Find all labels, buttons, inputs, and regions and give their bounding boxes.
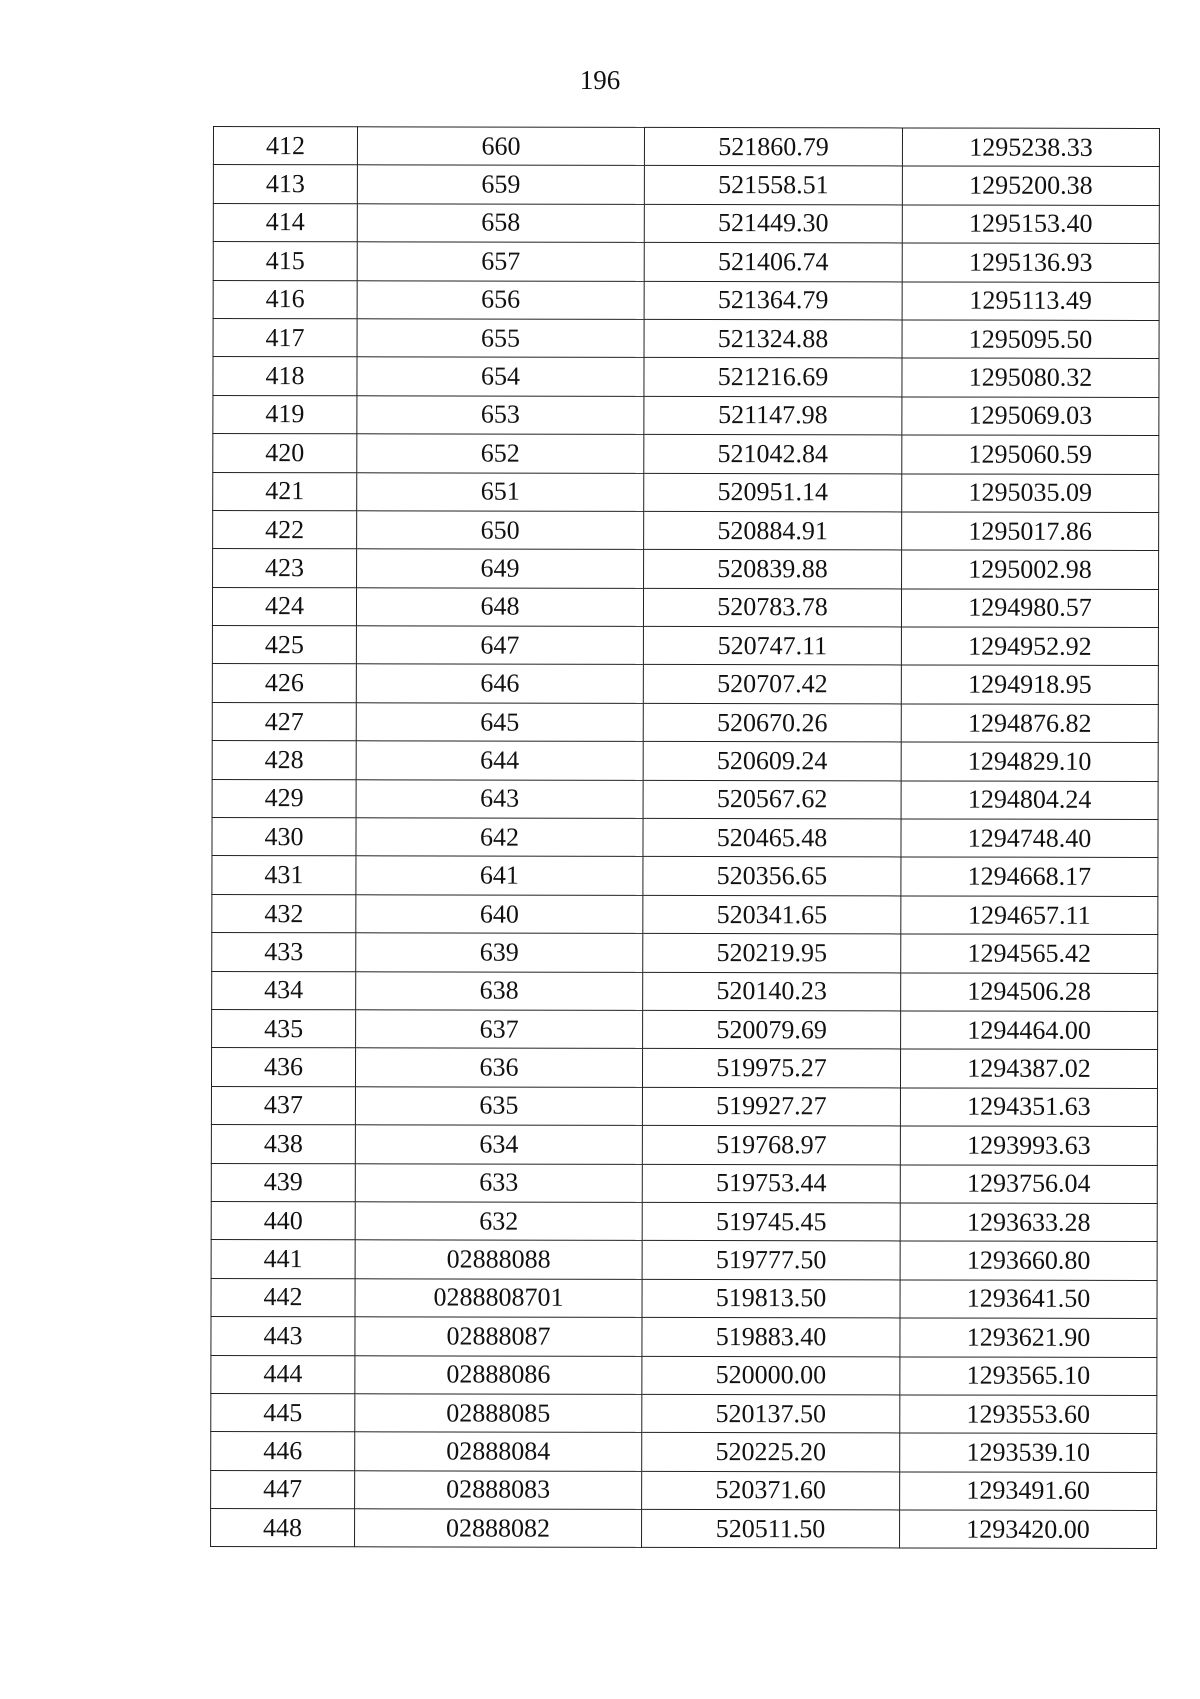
point-number-cell: 428	[212, 741, 356, 780]
x-coordinate-cell: 520140.23	[643, 972, 901, 1011]
station-id-cell: 632	[355, 1202, 642, 1241]
station-id-cell: 657	[357, 242, 644, 281]
point-number-cell: 436	[211, 1048, 355, 1087]
point-number-cell: 417	[213, 318, 357, 357]
y-coordinate-cell: 1294387.02	[900, 1049, 1157, 1088]
point-number-cell: 431	[212, 856, 356, 895]
station-id-cell: 02888088	[355, 1240, 642, 1279]
y-coordinate-cell: 1294657.11	[901, 896, 1158, 935]
point-number-cell: 442	[211, 1278, 355, 1317]
x-coordinate-cell: 520225.20	[642, 1433, 900, 1472]
x-coordinate-cell: 519745.45	[642, 1202, 900, 1241]
x-coordinate-cell: 521147.98	[644, 396, 902, 435]
y-coordinate-cell: 1293641.50	[900, 1280, 1157, 1319]
x-coordinate-cell: 520079.69	[643, 1010, 901, 1049]
station-id-cell: 652	[357, 434, 644, 473]
table-row	[212, 971, 1158, 1011]
x-coordinate-cell: 519927.27	[642, 1087, 900, 1126]
y-coordinate-cell: 1293539.10	[900, 1433, 1157, 1472]
y-coordinate-cell: 1293633.28	[900, 1203, 1157, 1242]
y-coordinate-cell: 1295113.49	[902, 282, 1159, 321]
station-id-cell: 641	[356, 856, 643, 895]
station-id-cell: 637	[356, 1010, 643, 1049]
point-number-cell: 427	[212, 702, 356, 741]
point-number-cell: 445	[211, 1393, 355, 1432]
table-row	[213, 242, 1159, 282]
table-row	[213, 165, 1159, 205]
x-coordinate-cell: 521406.74	[644, 243, 902, 282]
table-row	[211, 1317, 1157, 1357]
table-row	[211, 1355, 1157, 1395]
y-coordinate-cell: 1294668.17	[901, 857, 1158, 896]
x-coordinate-cell: 521324.88	[644, 319, 902, 358]
coordinates-table-body	[211, 127, 1160, 1549]
station-id-cell: 651	[357, 472, 644, 511]
y-coordinate-cell: 1294829.10	[901, 742, 1158, 781]
table-row	[212, 779, 1158, 819]
station-id-cell: 654	[357, 357, 644, 396]
station-id-cell: 660	[357, 127, 644, 166]
table-row	[212, 856, 1158, 896]
y-coordinate-cell: 1293660.80	[900, 1241, 1157, 1280]
station-id-cell: 646	[356, 664, 643, 703]
point-number-cell: 412	[213, 127, 357, 166]
table-row	[213, 127, 1159, 167]
point-number-cell: 429	[212, 779, 356, 818]
point-number-cell: 447	[211, 1470, 355, 1509]
station-id-cell: 645	[356, 703, 643, 742]
y-coordinate-cell: 1293491.60	[900, 1472, 1157, 1511]
station-id-cell: 02888084	[355, 1432, 642, 1471]
table-row	[211, 1048, 1157, 1088]
y-coordinate-cell: 1295200.38	[902, 166, 1159, 205]
table-row	[213, 280, 1159, 320]
y-coordinate-cell: 1295060.59	[902, 435, 1159, 474]
station-id-cell: 02888082	[355, 1509, 642, 1548]
y-coordinate-cell: 1295002.98	[902, 550, 1159, 589]
table-row	[211, 1163, 1157, 1203]
x-coordinate-cell: 520371.60	[642, 1471, 900, 1510]
table-row	[213, 434, 1159, 474]
coordinates-table	[210, 126, 1160, 1549]
x-coordinate-cell: 520839.88	[644, 550, 902, 589]
x-coordinate-cell: 521364.79	[644, 281, 902, 320]
point-number-cell: 413	[213, 165, 357, 204]
x-coordinate-cell: 520356.65	[643, 857, 901, 896]
point-number-cell: 418	[213, 357, 357, 396]
x-coordinate-cell: 520707.42	[643, 665, 901, 704]
x-coordinate-cell: 520951.14	[644, 473, 902, 512]
y-coordinate-cell: 1295136.93	[902, 243, 1159, 282]
point-number-cell: 437	[211, 1086, 355, 1125]
y-coordinate-cell: 1295153.40	[902, 205, 1159, 244]
station-id-cell: 649	[357, 549, 644, 588]
x-coordinate-cell: 521860.79	[644, 127, 902, 166]
x-coordinate-cell: 519883.40	[642, 1318, 900, 1357]
table-row	[211, 1278, 1157, 1318]
point-number-cell: 432	[212, 894, 356, 933]
station-id-cell: 634	[355, 1125, 642, 1164]
station-id-cell: 653	[357, 396, 644, 435]
y-coordinate-cell: 1293993.63	[900, 1126, 1157, 1165]
y-coordinate-cell: 1294748.40	[901, 819, 1158, 858]
point-number-cell: 416	[213, 280, 357, 319]
y-coordinate-cell: 1295069.03	[902, 397, 1159, 436]
y-coordinate-cell: 1294351.63	[900, 1088, 1157, 1127]
point-number-cell: 424	[212, 587, 356, 626]
y-coordinate-cell: 1294952.92	[901, 627, 1158, 666]
station-id-cell: 636	[355, 1048, 642, 1087]
table-row	[212, 741, 1158, 781]
x-coordinate-cell: 520465.48	[643, 818, 901, 857]
table-row	[211, 1470, 1157, 1510]
point-number-cell: 443	[211, 1317, 355, 1356]
x-coordinate-cell: 521216.69	[644, 358, 902, 397]
table-row	[212, 894, 1158, 934]
point-number-cell: 414	[213, 203, 357, 242]
page-number: 196	[579, 65, 621, 95]
station-id-cell: 647	[356, 626, 643, 665]
y-coordinate-cell: 1294506.28	[901, 973, 1158, 1012]
x-coordinate-cell: 521042.84	[644, 435, 902, 474]
x-coordinate-cell: 519768.97	[642, 1126, 900, 1165]
point-number-cell: 423	[213, 549, 357, 588]
y-coordinate-cell: 1294876.82	[901, 704, 1158, 743]
station-id-cell: 0288808701	[355, 1279, 642, 1318]
x-coordinate-cell: 520670.26	[643, 703, 901, 742]
station-id-cell: 635	[355, 1087, 642, 1126]
station-id-cell: 640	[356, 895, 643, 934]
y-coordinate-cell: 1294980.57	[901, 589, 1158, 628]
station-id-cell: 02888086	[355, 1355, 642, 1394]
table-row	[212, 818, 1158, 858]
table-row	[211, 1086, 1157, 1126]
y-coordinate-cell: 1293553.60	[900, 1395, 1157, 1434]
x-coordinate-cell: 521558.51	[644, 166, 902, 205]
y-coordinate-cell: 1293565.10	[900, 1356, 1157, 1395]
point-number-cell: 438	[211, 1125, 355, 1164]
table-row	[213, 357, 1159, 397]
station-id-cell: 633	[355, 1163, 642, 1202]
point-number-cell: 440	[211, 1201, 355, 1240]
x-coordinate-cell: 520567.62	[643, 780, 901, 819]
station-id-cell: 648	[356, 587, 643, 626]
point-number-cell: 444	[211, 1355, 355, 1394]
point-number-cell: 434	[212, 971, 356, 1010]
table-row	[212, 933, 1158, 973]
table-row	[212, 664, 1158, 704]
y-coordinate-cell: 1295095.50	[902, 320, 1159, 359]
x-coordinate-cell: 519813.50	[642, 1279, 900, 1318]
x-coordinate-cell: 520341.65	[643, 895, 901, 934]
x-coordinate-cell: 520137.50	[642, 1394, 900, 1433]
point-number-cell: 425	[212, 626, 356, 665]
y-coordinate-cell: 1293621.90	[900, 1318, 1157, 1357]
point-number-cell: 419	[213, 395, 357, 434]
table-row	[213, 203, 1159, 243]
station-id-cell: 639	[356, 933, 643, 972]
point-number-cell: 421	[213, 472, 357, 511]
point-number-cell: 446	[211, 1432, 355, 1471]
point-number-cell: 441	[211, 1240, 355, 1279]
station-id-cell: 656	[357, 280, 644, 319]
table-row	[211, 1432, 1157, 1472]
table-row	[213, 510, 1159, 550]
station-id-cell: 02888085	[355, 1394, 642, 1433]
table-row	[212, 702, 1158, 742]
x-coordinate-cell: 520609.24	[643, 742, 901, 781]
y-coordinate-cell: 1295017.86	[902, 512, 1159, 551]
table-row	[211, 1393, 1157, 1433]
station-id-cell: 659	[357, 165, 644, 204]
table-row	[212, 587, 1158, 627]
station-id-cell: 658	[357, 204, 644, 243]
table-row	[213, 395, 1159, 435]
point-number-cell: 435	[212, 1009, 356, 1048]
station-id-cell: 642	[356, 818, 643, 857]
point-number-cell: 422	[213, 510, 357, 549]
table-row	[213, 318, 1159, 358]
table-row	[211, 1201, 1157, 1241]
station-id-cell: 638	[356, 971, 643, 1010]
point-number-cell: 426	[212, 664, 356, 703]
y-coordinate-cell: 1293756.04	[900, 1164, 1157, 1203]
y-coordinate-cell: 1294918.95	[901, 665, 1158, 704]
table-row	[211, 1509, 1157, 1549]
y-coordinate-cell: 1295035.09	[902, 473, 1159, 512]
station-id-cell: 655	[357, 319, 644, 358]
table-row	[213, 549, 1159, 589]
station-id-cell: 650	[357, 511, 644, 550]
x-coordinate-cell: 519777.50	[642, 1241, 900, 1280]
table-row	[211, 1240, 1157, 1280]
station-id-cell: 644	[356, 741, 643, 780]
point-number-cell: 448	[211, 1509, 355, 1548]
station-id-cell: 02888087	[355, 1317, 642, 1356]
x-coordinate-cell: 520747.11	[643, 626, 901, 665]
point-number-cell: 415	[213, 242, 357, 281]
y-coordinate-cell: 1294804.24	[901, 781, 1158, 820]
x-coordinate-cell: 520884.91	[644, 511, 902, 550]
x-coordinate-cell: 521449.30	[644, 204, 902, 243]
x-coordinate-cell: 520511.50	[642, 1509, 900, 1548]
y-coordinate-cell: 1293420.00	[900, 1510, 1157, 1549]
table-row	[211, 1125, 1157, 1165]
table-row	[212, 1009, 1158, 1049]
x-coordinate-cell: 520783.78	[643, 588, 901, 627]
point-number-cell: 433	[212, 933, 356, 972]
x-coordinate-cell: 520219.95	[643, 934, 901, 973]
y-coordinate-cell: 1294464.00	[901, 1011, 1158, 1050]
station-id-cell: 643	[356, 779, 643, 818]
y-coordinate-cell: 1295080.32	[902, 358, 1159, 397]
x-coordinate-cell: 519975.27	[642, 1049, 900, 1088]
y-coordinate-cell: 1295238.33	[902, 128, 1159, 167]
y-coordinate-cell: 1294565.42	[901, 934, 1158, 973]
x-coordinate-cell: 520000.00	[642, 1356, 900, 1395]
x-coordinate-cell: 519753.44	[642, 1164, 900, 1203]
point-number-cell: 420	[213, 434, 357, 473]
point-number-cell: 430	[212, 818, 356, 857]
table-row	[213, 472, 1159, 512]
table-row	[212, 626, 1158, 666]
station-id-cell: 02888083	[355, 1470, 642, 1509]
point-number-cell: 439	[211, 1163, 355, 1202]
